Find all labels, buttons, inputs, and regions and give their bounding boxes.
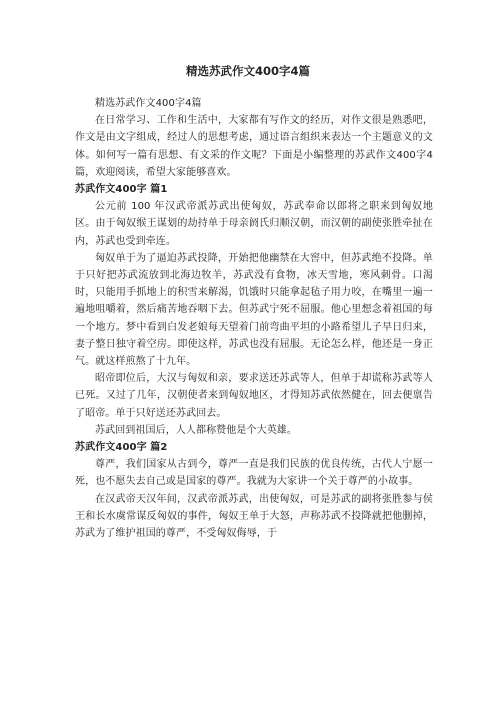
body-paragraph: 尊严，我们国家从古到今，尊严一直是我们民族的优良传统，古代人宁愿一死，也不愿失去自己或是国家的尊严。我就为大家讲一个关于尊严的小故事。 xyxy=(75,459,433,488)
body-paragraph: 苏武回到祖国后，人人都称赞他是个大英雄。 xyxy=(95,424,297,436)
body-paragraph: 公元前 100 年汉武帝派苏武出使匈奴，苏武奉命以郎将之职来到匈奴地区。由于匈奴缑王谋划的劫持单于母亲阏氏归顺汉朝，而汉朝的副使张胜牵扯在内，苏武也受到牵连。 xyxy=(75,201,433,247)
body-paragraph: 匈奴单于为了逼迫苏武投降，开始把他幽禁在大窖中，但苏武绝不投降。单于只好把苏武流放到北海边牧羊，苏武没有食物，冰天雪地，寒风刺骨。口渴时，只能用手抓地上的积雪来解渴，饥饿时只能拿起毡子用力咬，在嘴里一遍一遍地咀嚼着，然后痛苦地吞咽下去。但苏武宁死不屈服。他心里想念着祖国的每一个地方。梦中看到白发老娘每天望着门前弯曲平坦的小路希望儿子早日归来，妻子整日独守着空房。即使这样，苏武也没有屈服。无论怎么样，他还是一身正气。就这样煎熬了十九年。 xyxy=(75,252,433,368)
body-paragraph: 在日常学习、工作和生活中，大家都有写作文的经历，对作文很是熟悉吧，作文是由文字组成，经过人的思想考虑，通过语言组织来表达一个主题意义的文体。如何写一篇有思想、有文采的作文呢？下面是小编整理的苏武作文400字4篇，欢迎阅读，希望大家能够喜欢。 xyxy=(75,115,433,178)
body-paragraph: 精选苏武作文400字4篇 xyxy=(95,98,202,109)
body-paragraph: 昭帝即位后，大汉与匈奴和亲，要求送还苏武等人，但单于却谎称苏武等人已死。又过了几年，汉朝使者来到匈奴地区，才得知苏武依然健在，回去便禀告了昭帝。单于只好送还苏武回去。 xyxy=(75,373,433,419)
body-paragraph: 在汉武帝天汉年间，汉武帝派苏武，出使匈奴，可是苏武的副将张胜参与侯王和长水虞常谋反匈奴的事件，匈奴王单于大怒，声称苏武不投降就把他删掉，苏武为了维护祖国的尊严，不受匈奴侮辱，于 xyxy=(75,493,433,540)
document-title: 精选苏武作文400字4篇 xyxy=(185,64,310,78)
document-body xyxy=(75,95,433,542)
section-heading: 苏武作文400字 篇2 xyxy=(75,442,168,454)
section-heading: 苏武作文400字 篇1 xyxy=(75,184,168,196)
